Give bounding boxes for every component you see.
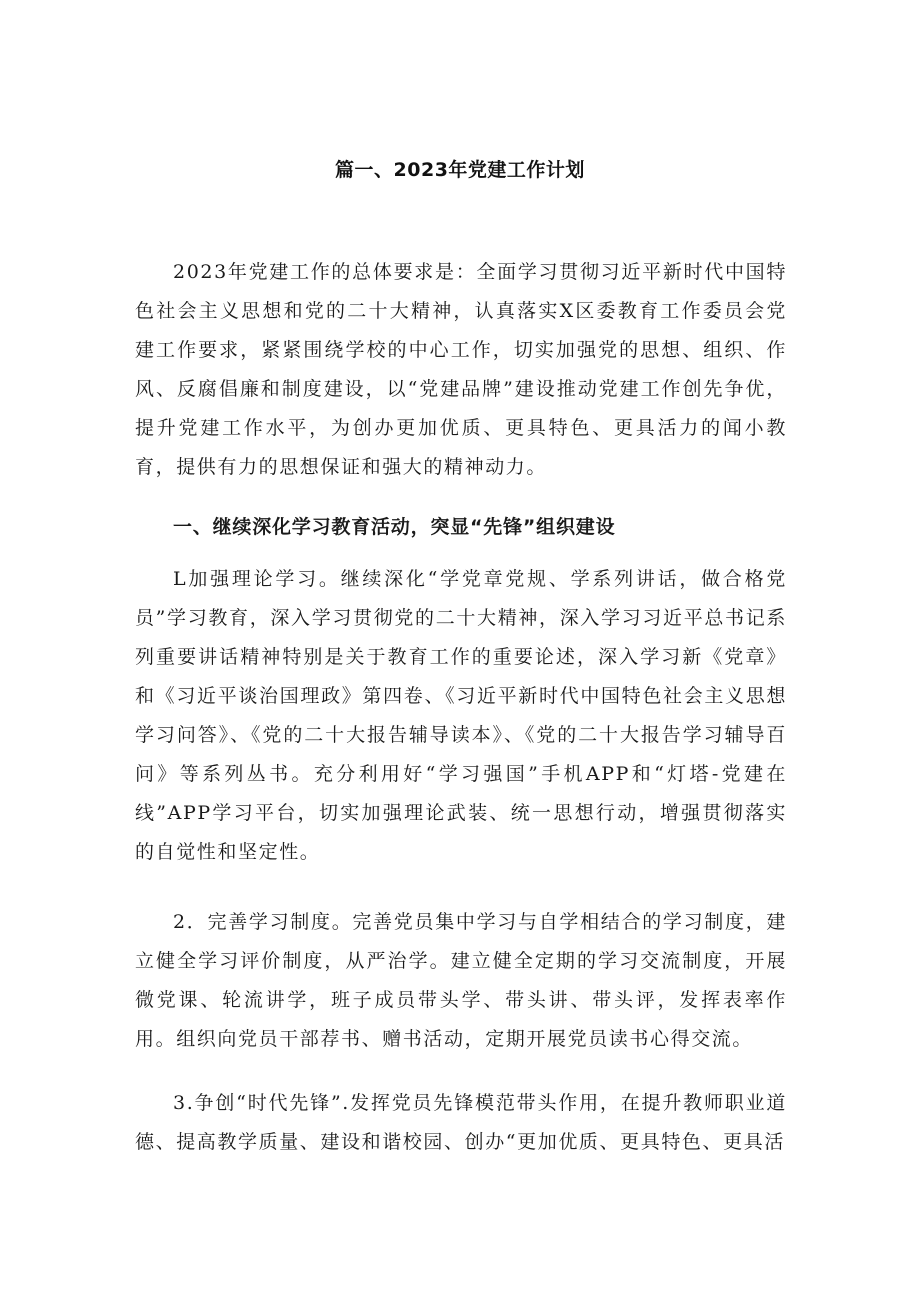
intro-paragraph: 2023年党建工作的总体要求是：全面学习贯彻习近平新时代中国特色社会主义思想和党的二十大精神，认真落实X区委教育工作委员会党建工作要求，紧紧围绕学校的中心工作，切实加强党的思想、组织、作风、反腐倡廉和制度建设，以“党建品牌”建设推动党建工作创先争优，提升党建工作水平，为创办更加优质、更具特色、更具活力的闻小教育，提供有力的思想保证和强大的精神动力。 (135, 261, 787, 478)
list-item-2: 2．完善学习制度。完善党员集中学习与自学相结合的学习制度，建立健全学习评价制度，从严治学。建立健全定期的学习交流制度，开展微党课、轮流讲学，班子成员带头学、带头讲、带头评，发挥表率作用。组织向党员干部荐书、赠书活动，定期开展党员读书心得交流。 (135, 911, 787, 1050)
list-item-1: L加强理论学习。继续深化“学党章党规、学系列讲话，做合格党员”学习教育，深入学习贯彻党的二十大精神，深入学习习近平总书记系列重要讲话精神特别是关于教育工作的重要论述，深入学习新《党章》和《习近平谈治国理政》第四卷、《习近平新时代中国特色社会主义思想学习问答》、《党的二十大报告辅导读本》、《党的二十大报告学习辅导百问》等系列丛书。充分利用好“学习强国”手机APP和“灯塔-党建在线”APP学习平台，切实加强理论武装、统一思想行动，增强贯彻落实的自觉性和坚定性。 (135, 568, 787, 863)
section-heading: 一、继续深化学习教育活动，突显“先锋”组织建设 (173, 516, 616, 538)
list-item-3: 3.争创“时代先锋”.发挥党员先锋模范带头作用，在提升教师职业道德、提高教学质量、建设和谐校园、创办“更加优质、更具特色、更具活 (135, 1092, 787, 1153)
document-title: 篇一、2023年党建工作计划 (335, 159, 585, 181)
